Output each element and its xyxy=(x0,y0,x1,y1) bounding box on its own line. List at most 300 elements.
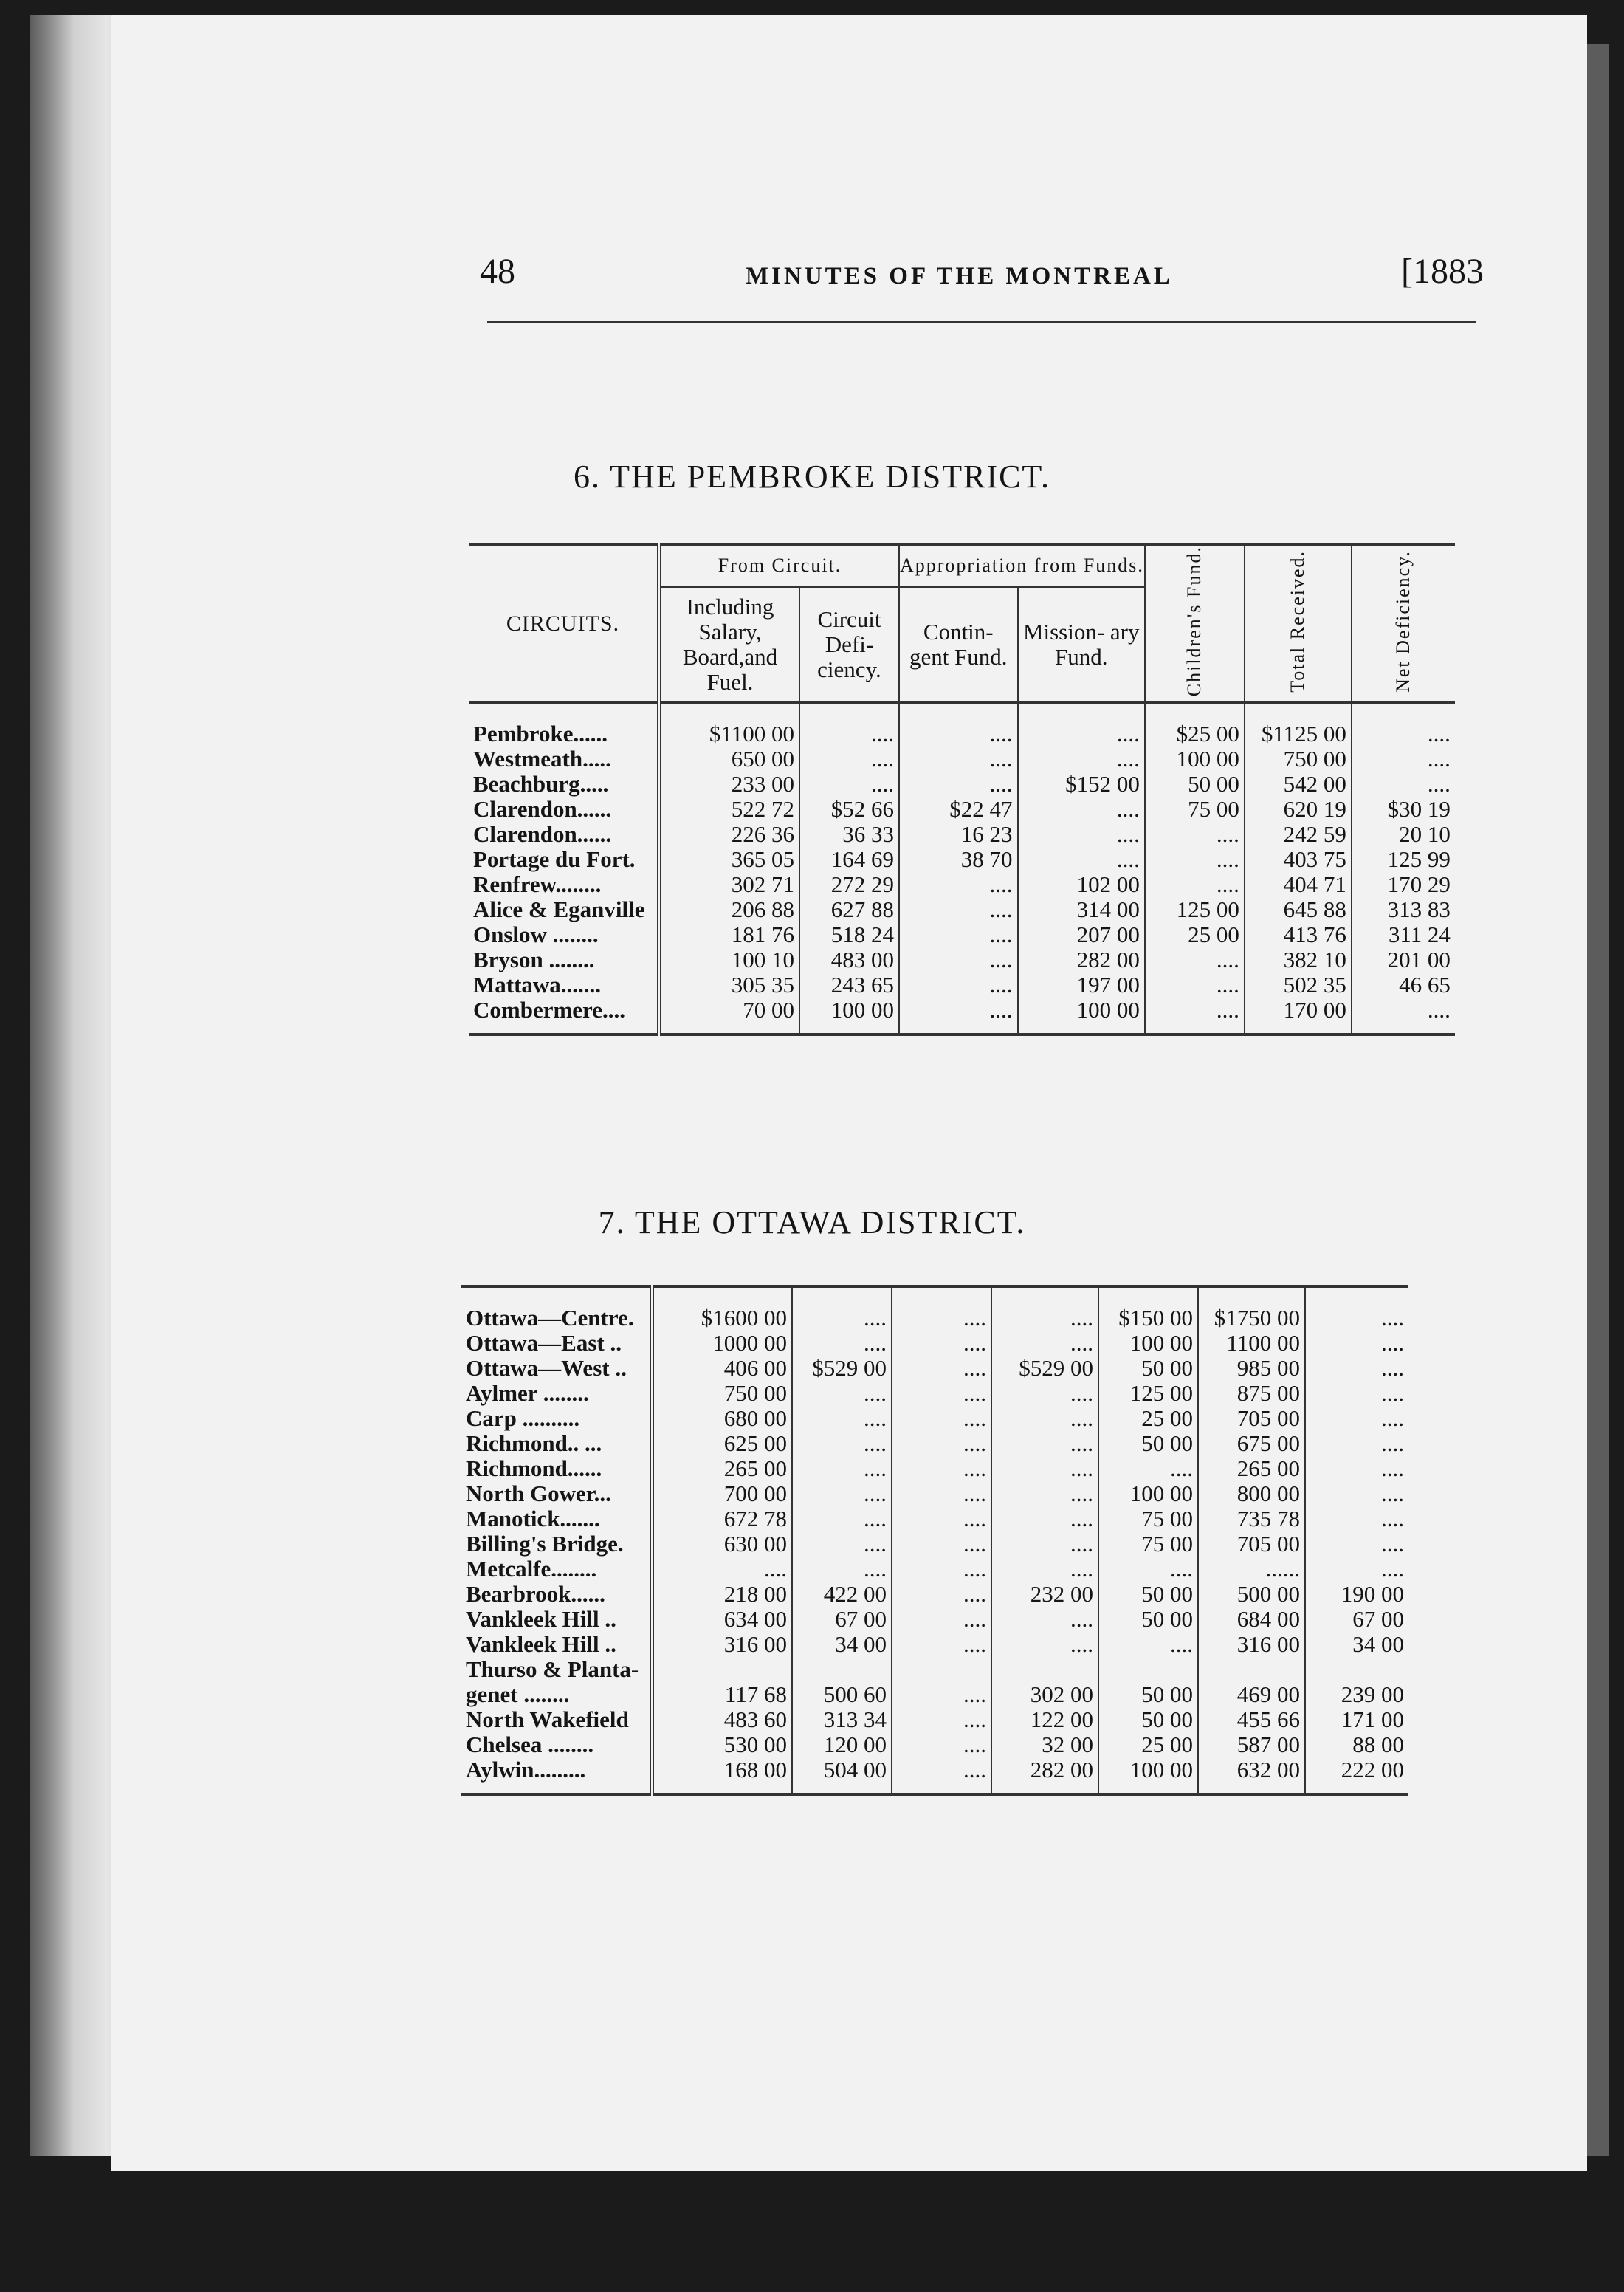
circuit-name: Metcalfe........ xyxy=(466,1556,597,1582)
total-received: 1100 00 xyxy=(1198,1331,1305,1356)
including-salary: 750 00 xyxy=(652,1381,792,1406)
circuit-deficiency-header: Circuit Defi- ciency. xyxy=(799,587,899,703)
missionary-fund: .... xyxy=(991,1481,1098,1506)
circuit-name: Aylmer ........ xyxy=(466,1380,589,1406)
total-received: 620 19 xyxy=(1245,797,1352,822)
net-deficiency: 222 00 xyxy=(1305,1757,1408,1783)
net-deficiency: 34 00 xyxy=(1305,1632,1408,1657)
childrens-fund: .... xyxy=(1145,998,1245,1023)
including-salary: 522 72 xyxy=(659,797,799,822)
table-row xyxy=(469,847,1455,872)
contingent-fund: .... xyxy=(899,922,1018,947)
table-row xyxy=(469,747,1455,772)
including-salary: 672 78 xyxy=(652,1506,792,1531)
circuit-deficiency: .... xyxy=(792,1305,892,1331)
net-deficiency: 67 00 xyxy=(1305,1607,1408,1632)
table-row xyxy=(461,1607,1408,1632)
contingent-fund: .... xyxy=(892,1607,991,1632)
contingent-fund: .... xyxy=(892,1481,991,1506)
missionary-fund: 282 00 xyxy=(991,1757,1098,1783)
childrens-fund: 100 00 xyxy=(1098,1757,1198,1783)
including-salary: 70 00 xyxy=(659,998,799,1023)
circuit-name: North Wakefield xyxy=(466,1706,629,1732)
missionary-fund: 197 00 xyxy=(1018,972,1145,998)
circuit-name: Portage du Fort. xyxy=(473,846,636,873)
childrens-fund: 50 00 xyxy=(1098,1582,1198,1607)
circuit-name: Renfrew........ xyxy=(473,871,602,898)
missionary-fund: 207 00 xyxy=(1018,922,1145,947)
net-deficiency: .... xyxy=(1305,1456,1408,1481)
circuit-deficiency: .... xyxy=(792,1531,892,1557)
contingent-fund: 38 70 xyxy=(899,847,1018,872)
contingent-fund: .... xyxy=(892,1732,991,1757)
missionary-fund: .... xyxy=(1018,797,1145,822)
table-row xyxy=(461,1682,1408,1707)
including-salary-header: Including Salary, Board,and Fuel. xyxy=(659,587,799,703)
including-salary: 406 00 xyxy=(652,1356,792,1381)
table-row xyxy=(469,922,1455,947)
circuit-deficiency: 627 88 xyxy=(799,897,899,922)
total-received: 403 75 xyxy=(1245,847,1352,872)
total-received: 985 00 xyxy=(1198,1356,1305,1381)
contingent-fund: $22 47 xyxy=(899,797,1018,822)
net-deficiency: 20 10 xyxy=(1352,822,1455,847)
from-circuit-header: From Circuit. xyxy=(659,544,899,587)
circuit-deficiency: .... xyxy=(799,721,899,747)
including-salary: 316 00 xyxy=(652,1632,792,1657)
net-deficiency: .... xyxy=(1305,1506,1408,1531)
circuit-deficiency: $52 66 xyxy=(799,797,899,822)
circuit-name: genet ........ xyxy=(466,1681,570,1707)
including-salary: 181 76 xyxy=(659,922,799,947)
contingent-fund: .... xyxy=(892,1406,991,1431)
table-row xyxy=(461,1707,1408,1732)
circuit-name: Billing's Bridge. xyxy=(466,1531,624,1557)
total-received: $1750 00 xyxy=(1198,1305,1305,1331)
circuit-name: Bearbrook...... xyxy=(466,1581,605,1607)
contingent-fund: .... xyxy=(892,1356,991,1381)
net-deficiency: .... xyxy=(1305,1557,1408,1582)
including-salary: 365 05 xyxy=(659,847,799,872)
missionary-fund: $529 00 xyxy=(991,1356,1098,1381)
circuit-deficiency: 243 65 xyxy=(799,972,899,998)
table-row xyxy=(469,998,1455,1023)
circuit-name: Bryson ........ xyxy=(473,947,595,973)
circuit-deficiency: 518 24 xyxy=(799,922,899,947)
table-row xyxy=(461,1456,1408,1481)
childrens-fund: 100 00 xyxy=(1145,747,1245,772)
ottawa-table xyxy=(461,1285,1408,1796)
childrens-fund: 50 00 xyxy=(1098,1356,1198,1381)
missionary-fund: .... xyxy=(1018,721,1145,747)
contingent-fund: .... xyxy=(892,1381,991,1406)
total-received: 316 00 xyxy=(1198,1632,1305,1657)
contingent-fund: .... xyxy=(899,772,1018,797)
childrens-fund: 75 00 xyxy=(1145,797,1245,822)
circuit-name: Westmeath..... xyxy=(473,746,611,772)
missionary-fund: 302 00 xyxy=(991,1682,1098,1707)
net-deficiency: .... xyxy=(1305,1431,1408,1456)
childrens-fund: .... xyxy=(1145,822,1245,847)
missionary-fund: .... xyxy=(1018,847,1145,872)
table-row xyxy=(469,947,1455,972)
contingent-fund: .... xyxy=(899,998,1018,1023)
missionary-fund: .... xyxy=(991,1506,1098,1531)
book-page xyxy=(111,15,1587,2171)
including-salary: $1600 00 xyxy=(652,1305,792,1331)
total-received: 455 66 xyxy=(1198,1707,1305,1732)
net-deficiency: 190 00 xyxy=(1305,1582,1408,1607)
circuit-deficiency: .... xyxy=(792,1406,892,1431)
circuit-deficiency: 120 00 xyxy=(792,1732,892,1757)
contingent-fund: .... xyxy=(892,1557,991,1582)
circuit-deficiency: .... xyxy=(792,1381,892,1406)
circuit-deficiency: 504 00 xyxy=(792,1757,892,1783)
childrens-fund: 50 00 xyxy=(1145,772,1245,797)
total-received: 684 00 xyxy=(1198,1607,1305,1632)
circuit-name: Mattawa....... xyxy=(473,972,602,998)
contingent-fund: .... xyxy=(892,1757,991,1783)
including-salary: 530 00 xyxy=(652,1732,792,1757)
circuit-deficiency: .... xyxy=(799,772,899,797)
total-received: 502 35 xyxy=(1245,972,1352,998)
childrens-fund: .... xyxy=(1145,947,1245,972)
contingent-fund: .... xyxy=(899,897,1018,922)
net-deficiency-header: Net Deficiency. xyxy=(1352,544,1455,703)
total-received: 705 00 xyxy=(1198,1531,1305,1557)
total-received: ...... xyxy=(1198,1557,1305,1582)
circuit-name: Alice & Eganville xyxy=(473,896,645,923)
circuit-name: Carp .......... xyxy=(466,1405,580,1431)
including-salary: 650 00 xyxy=(659,747,799,772)
table-row xyxy=(469,972,1455,998)
net-deficiency: 170 29 xyxy=(1352,872,1455,897)
total-received: 735 78 xyxy=(1198,1506,1305,1531)
missionary-fund: 122 00 xyxy=(991,1707,1098,1732)
childrens-fund: $150 00 xyxy=(1098,1305,1198,1331)
circuit-name: Clarendon...... xyxy=(473,796,612,823)
missionary-fund: .... xyxy=(1018,747,1145,772)
table-row xyxy=(461,1481,1408,1506)
childrens-fund: 50 00 xyxy=(1098,1707,1198,1732)
contingent-fund: .... xyxy=(892,1431,991,1456)
circuit-name: Ottawa—West .. xyxy=(466,1355,627,1381)
table-row xyxy=(461,1506,1408,1531)
total-received: 469 00 xyxy=(1198,1682,1305,1707)
childrens-fund: .... xyxy=(1145,872,1245,897)
childrens-fund: 100 00 xyxy=(1098,1481,1198,1506)
including-salary: 630 00 xyxy=(652,1531,792,1557)
circuit-name: Clarendon...... xyxy=(473,821,612,848)
childrens-fund: 25 00 xyxy=(1098,1732,1198,1757)
net-deficiency: 46 65 xyxy=(1352,972,1455,998)
net-deficiency xyxy=(1305,1657,1408,1682)
missionary-fund: .... xyxy=(991,1331,1098,1356)
missionary-fund: .... xyxy=(991,1557,1098,1582)
contingent-fund: .... xyxy=(899,872,1018,897)
contingent-fund: .... xyxy=(892,1707,991,1732)
childrens-fund: 100 00 xyxy=(1098,1331,1198,1356)
total-received: 645 88 xyxy=(1245,897,1352,922)
missionary-fund: 102 00 xyxy=(1018,872,1145,897)
circuit-name: Richmond...... xyxy=(466,1455,602,1481)
circuit-name: Chelsea ........ xyxy=(466,1732,594,1757)
total-received: 265 00 xyxy=(1198,1456,1305,1481)
childrens-fund: .... xyxy=(1098,1456,1198,1481)
net-deficiency: 125 99 xyxy=(1352,847,1455,872)
contingent-fund: .... xyxy=(892,1456,991,1481)
net-deficiency: .... xyxy=(1305,1406,1408,1431)
table-row xyxy=(469,721,1455,747)
net-deficiency: 239 00 xyxy=(1305,1682,1408,1707)
circuit-name: Aylwin......... xyxy=(466,1757,586,1783)
contingent-fund: .... xyxy=(892,1682,991,1707)
circuit-deficiency: $529 00 xyxy=(792,1356,892,1381)
missionary-fund: .... xyxy=(991,1305,1098,1331)
including-salary: 206 88 xyxy=(659,897,799,922)
table-row xyxy=(461,1381,1408,1406)
circuit-deficiency xyxy=(792,1657,892,1682)
table-row xyxy=(461,1632,1408,1657)
missionary-fund: 100 00 xyxy=(1018,998,1145,1023)
circuit-name: Vankleek Hill .. xyxy=(466,1631,616,1657)
net-deficiency: .... xyxy=(1305,1305,1408,1331)
table-row xyxy=(461,1757,1408,1783)
missionary-fund-header: Mission- ary Fund. xyxy=(1018,587,1145,703)
including-salary: $1100 00 xyxy=(659,721,799,747)
contingent-fund: .... xyxy=(892,1331,991,1356)
missionary-fund xyxy=(991,1657,1098,1682)
net-deficiency: 171 00 xyxy=(1305,1707,1408,1732)
including-salary: 634 00 xyxy=(652,1607,792,1632)
table-row xyxy=(469,822,1455,847)
total-received-header: Total Received. xyxy=(1245,544,1352,703)
including-salary: 483 60 xyxy=(652,1707,792,1732)
including-salary: 117 68 xyxy=(652,1682,792,1707)
pembroke-district-title: 6. THE PEMBROKE DISTRICT. xyxy=(573,459,1051,495)
circuit-deficiency: .... xyxy=(792,1331,892,1356)
contingent-fund: .... xyxy=(899,972,1018,998)
contingent-fund xyxy=(892,1657,991,1682)
missionary-fund: $152 00 xyxy=(1018,772,1145,797)
table-row xyxy=(469,897,1455,922)
total-received: 800 00 xyxy=(1198,1481,1305,1506)
table-row xyxy=(461,1331,1408,1356)
circuit-name: Pembroke...... xyxy=(473,721,608,747)
childrens-fund: .... xyxy=(1098,1632,1198,1657)
ottawa-table-body xyxy=(461,1286,1408,1794)
net-deficiency: .... xyxy=(1305,1331,1408,1356)
circuit-deficiency: 100 00 xyxy=(799,998,899,1023)
circuits-header: CIRCUITS. xyxy=(469,544,659,703)
circuit-deficiency: 272 29 xyxy=(799,872,899,897)
childrens-fund: 25 00 xyxy=(1098,1406,1198,1431)
appropriation-header: Appropriation from Funds. xyxy=(899,544,1145,587)
missionary-fund: .... xyxy=(1018,822,1145,847)
missionary-fund: 232 00 xyxy=(991,1582,1098,1607)
net-deficiency: 88 00 xyxy=(1305,1732,1408,1757)
table-row xyxy=(461,1531,1408,1557)
childrens-fund: 125 00 xyxy=(1145,897,1245,922)
table-row xyxy=(461,1732,1408,1757)
circuit-name: Vankleek Hill .. xyxy=(466,1606,616,1632)
including-salary: 218 00 xyxy=(652,1582,792,1607)
table-row xyxy=(469,872,1455,897)
childrens-fund: .... xyxy=(1098,1557,1198,1582)
table-row xyxy=(469,797,1455,822)
including-salary: 625 00 xyxy=(652,1431,792,1456)
net-deficiency: 311 24 xyxy=(1352,922,1455,947)
missionary-fund: .... xyxy=(991,1406,1098,1431)
net-deficiency: .... xyxy=(1305,1356,1408,1381)
circuit-name: Beachburg..... xyxy=(473,771,609,797)
total-received: 413 76 xyxy=(1245,922,1352,947)
circuit-deficiency: .... xyxy=(792,1506,892,1531)
page-header xyxy=(480,244,1484,303)
circuit-deficiency: 34 00 xyxy=(792,1632,892,1657)
missionary-fund: 32 00 xyxy=(991,1732,1098,1757)
total-received xyxy=(1198,1657,1305,1682)
circuit-deficiency: 483 00 xyxy=(799,947,899,972)
circuit-deficiency: 422 00 xyxy=(792,1582,892,1607)
childrens-fund: .... xyxy=(1145,847,1245,872)
circuit-name: Combermere.... xyxy=(473,997,626,1023)
total-received: 875 00 xyxy=(1198,1381,1305,1406)
total-received: 382 10 xyxy=(1245,947,1352,972)
childrens-fund: 75 00 xyxy=(1098,1531,1198,1557)
childrens-fund: .... xyxy=(1145,972,1245,998)
including-salary xyxy=(652,1657,792,1682)
including-salary: 305 35 xyxy=(659,972,799,998)
childrens-fund: 50 00 xyxy=(1098,1682,1198,1707)
childrens-fund-header: Children's Fund. xyxy=(1145,544,1245,703)
including-salary: 680 00 xyxy=(652,1406,792,1431)
net-deficiency: $30 19 xyxy=(1352,797,1455,822)
circuit-name: Manotick....... xyxy=(466,1506,600,1531)
circuit-deficiency: .... xyxy=(792,1431,892,1456)
circuit-name: Richmond.. ... xyxy=(466,1430,602,1456)
circuit-name: Thurso & Planta- xyxy=(466,1656,639,1682)
childrens-fund: 75 00 xyxy=(1098,1506,1198,1531)
total-received: 404 71 xyxy=(1245,872,1352,897)
circuit-deficiency: 67 00 xyxy=(792,1607,892,1632)
missionary-fund: 282 00 xyxy=(1018,947,1145,972)
contingent-fund: .... xyxy=(899,721,1018,747)
including-salary: 168 00 xyxy=(652,1757,792,1783)
including-salary: 100 10 xyxy=(659,947,799,972)
missionary-fund: .... xyxy=(991,1607,1098,1632)
contingent-fund: .... xyxy=(892,1506,991,1531)
table-row xyxy=(461,1557,1408,1582)
net-deficiency: .... xyxy=(1305,1481,1408,1506)
contingent-fund-header: Contin- gent Fund. xyxy=(899,587,1018,703)
missionary-fund: .... xyxy=(991,1381,1098,1406)
header-rule xyxy=(487,321,1476,323)
circuit-name: Ottawa—East .. xyxy=(466,1330,622,1356)
net-deficiency: .... xyxy=(1305,1531,1408,1557)
including-salary: 265 00 xyxy=(652,1456,792,1481)
circuit-deficiency: .... xyxy=(792,1456,892,1481)
including-salary: 226 36 xyxy=(659,822,799,847)
page-number: 48 xyxy=(480,252,515,291)
table-row xyxy=(461,1356,1408,1381)
contingent-fund: .... xyxy=(899,947,1018,972)
contingent-fund: 16 23 xyxy=(899,822,1018,847)
missionary-fund: .... xyxy=(991,1531,1098,1557)
missionary-fund: .... xyxy=(991,1632,1098,1657)
including-salary: 233 00 xyxy=(659,772,799,797)
circuit-deficiency: .... xyxy=(792,1557,892,1582)
childrens-fund: 125 00 xyxy=(1098,1381,1198,1406)
contingent-fund: .... xyxy=(899,747,1018,772)
total-received: $1125 00 xyxy=(1245,721,1352,747)
circuit-deficiency: .... xyxy=(799,747,899,772)
circuit-deficiency: 313 34 xyxy=(792,1707,892,1732)
missionary-fund: 314 00 xyxy=(1018,897,1145,922)
table-row xyxy=(469,772,1455,797)
total-received: 750 00 xyxy=(1245,747,1352,772)
including-salary: .... xyxy=(652,1557,792,1582)
running-title: MINUTES OF THE MONTREAL xyxy=(746,263,1173,289)
including-salary: 302 71 xyxy=(659,872,799,897)
childrens-fund: $25 00 xyxy=(1145,721,1245,747)
missionary-fund: .... xyxy=(991,1456,1098,1481)
net-deficiency: 201 00 xyxy=(1352,947,1455,972)
book-cover-edge xyxy=(1587,44,1609,2156)
page-year: [1883 xyxy=(1401,252,1484,291)
table-row xyxy=(461,1582,1408,1607)
circuit-deficiency: .... xyxy=(792,1481,892,1506)
net-deficiency: .... xyxy=(1352,747,1455,772)
net-deficiency: .... xyxy=(1352,721,1455,747)
childrens-fund: 50 00 xyxy=(1098,1431,1198,1456)
childrens-fund: 25 00 xyxy=(1145,922,1245,947)
net-deficiency: .... xyxy=(1352,772,1455,797)
including-salary: 700 00 xyxy=(652,1481,792,1506)
including-salary: 1000 00 xyxy=(652,1331,792,1356)
circuit-name: Onslow ........ xyxy=(473,922,599,948)
table-row xyxy=(461,1431,1408,1456)
net-deficiency: .... xyxy=(1305,1381,1408,1406)
net-deficiency: .... xyxy=(1352,998,1455,1023)
total-received: 675 00 xyxy=(1198,1431,1305,1456)
circuit-deficiency: 36 33 xyxy=(799,822,899,847)
ottawa-district-title: 7. THE OTTAWA DISTRICT. xyxy=(598,1204,1026,1241)
total-received: 632 00 xyxy=(1198,1757,1305,1783)
total-received: 587 00 xyxy=(1198,1732,1305,1757)
total-received: 242 59 xyxy=(1245,822,1352,847)
childrens-fund: 50 00 xyxy=(1098,1607,1198,1632)
circuit-deficiency: 500 60 xyxy=(792,1682,892,1707)
net-deficiency: 313 83 xyxy=(1352,897,1455,922)
childrens-fund xyxy=(1098,1657,1198,1682)
total-received: 170 00 xyxy=(1245,998,1352,1023)
contingent-fund: .... xyxy=(892,1531,991,1557)
total-received: 705 00 xyxy=(1198,1406,1305,1431)
total-received: 500 00 xyxy=(1198,1582,1305,1607)
pembroke-table xyxy=(469,543,1455,1036)
missionary-fund: .... xyxy=(991,1431,1098,1456)
circuit-name: North Gower... xyxy=(466,1480,611,1506)
contingent-fund: .... xyxy=(892,1632,991,1657)
table-row xyxy=(461,1406,1408,1431)
contingent-fund: .... xyxy=(892,1305,991,1331)
contingent-fund: .... xyxy=(892,1582,991,1607)
circuit-deficiency: 164 69 xyxy=(799,847,899,872)
table-row xyxy=(461,1657,1408,1682)
pembroke-table-body xyxy=(469,703,1455,1035)
table-row xyxy=(461,1305,1408,1331)
